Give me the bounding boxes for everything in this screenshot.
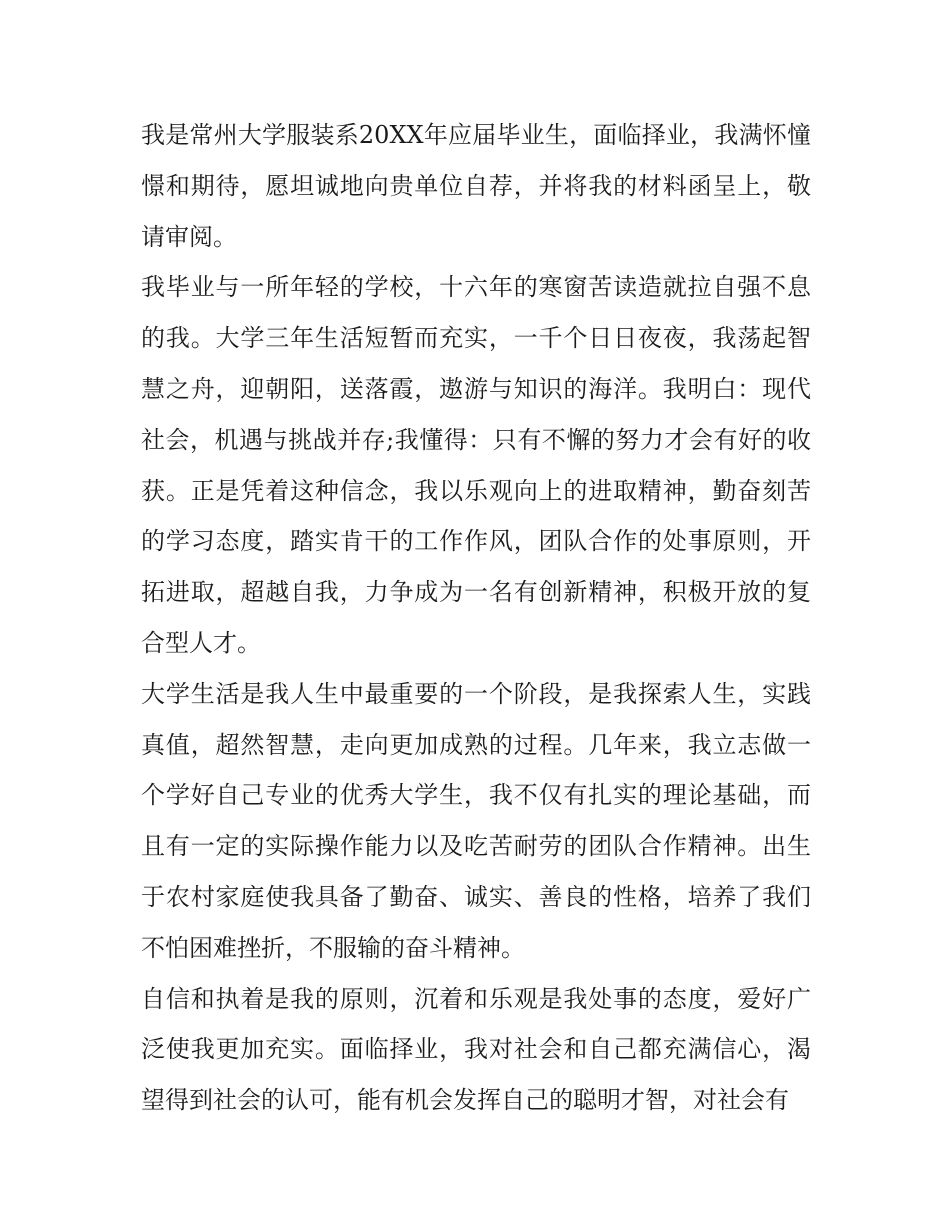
document-body (141, 110, 811, 1126)
paragraph-intro: 我是常州大学服装系20XX年应届毕业生，面临择业，我满怀憧憬和期待，愿坦诚地向贵单位自荐，并将我的材料函呈上，敬请审阅。 (141, 121, 811, 251)
paragraph-education: 我毕业与一所年轻的学校，十六年的寒窗苦读造就拉自强不息的我。大学三年生活短暂而充实，一千个日日夜夜，我荡起智慧之舟，迎朝阳，送落霞，遨游与知识的海洋。我明白：现代社会，机遇与挑战并存;我懂得：只有不懈的努力才会有好的收获。正是凭着这种信念，我以乐观向上的进取精神，勤奋刻苦的学习态度，踏实肯干的工作作风，团队合作的处事原则，开拓进取，超越自我，力争成为一名有创新精神，积极开放的复合型人才。 (141, 273, 811, 657)
paragraph-university-life: 大学生活是我人生中最重要的一个阶段，是我探索人生，实践真值，超然智慧，走向更加成熟的过程。几年来，我立志做一个学好自己专业的优秀大学生，我不仅有扎实的理论基础，而且有一定的实际操作能力以及吃苦耐劳的团队合作精神。出生于农村家庭使我具备了勤奋、诚实、善良的性格，培养了我们不怕困难挫折，不服输的奋斗精神。 (141, 679, 811, 962)
paragraph-personality: 自信和执着是我的原则，沉着和乐观是我处事的态度，爱好广泛使我更加充实。面临择业，我对社会和自己都充满信心，渴望得到社会的认可，能有机会发挥自己的聪明才智，对社会有 (141, 984, 811, 1115)
